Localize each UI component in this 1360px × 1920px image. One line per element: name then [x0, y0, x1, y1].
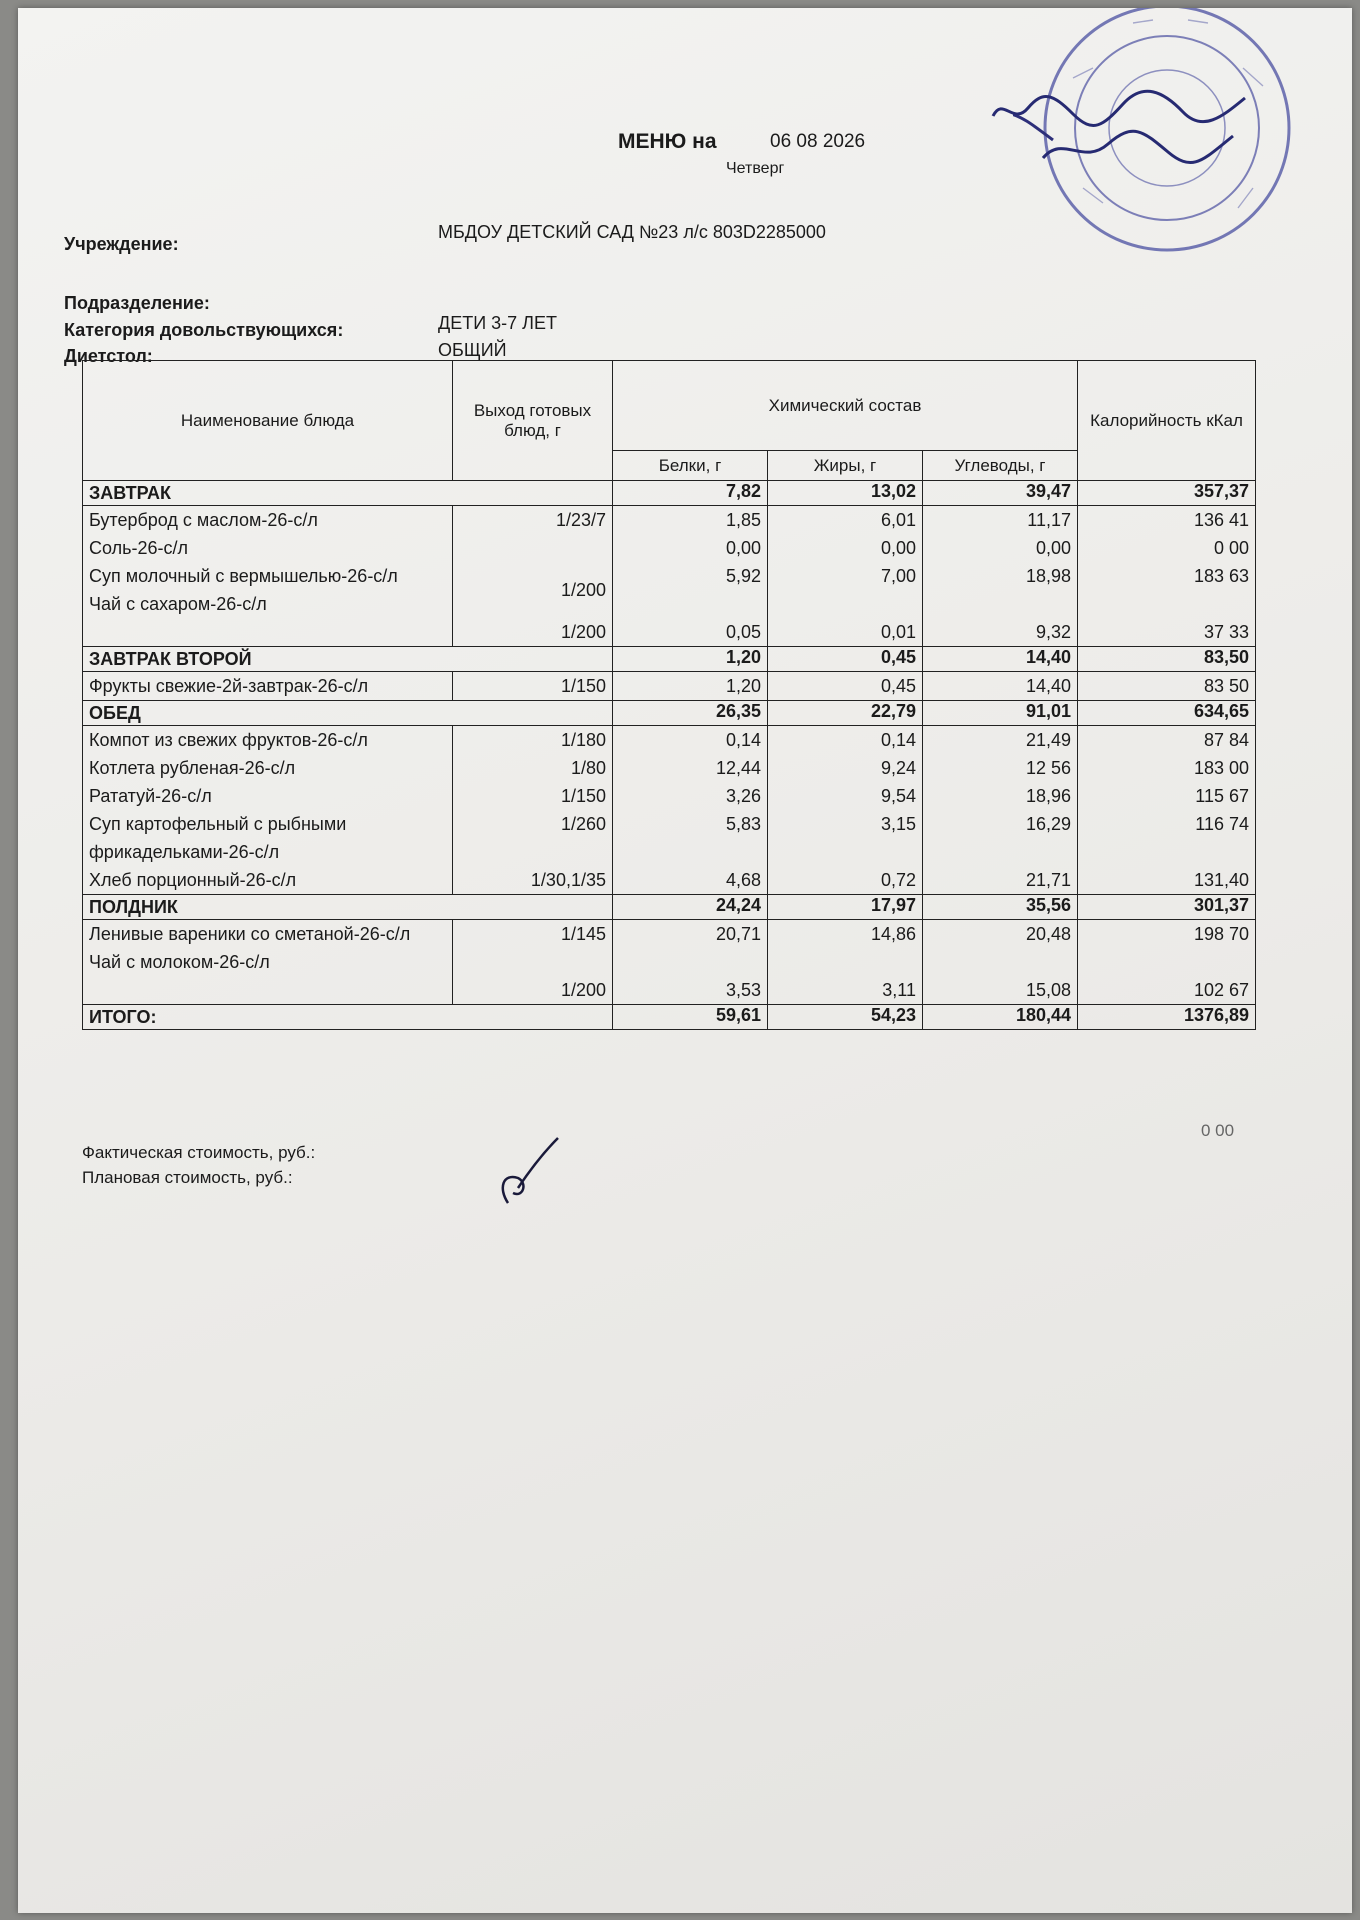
items-block-breakfast — [83, 506, 1256, 647]
dish-kcal: 87 84 — [1203, 730, 1250, 750]
dish-yield: 1/150 — [453, 672, 613, 701]
dish-name: Рататуй-26-с/л — [89, 786, 212, 806]
total-carbs: 180,44 — [923, 1005, 1078, 1030]
section-carbs: 14,40 — [923, 647, 1078, 672]
dish-protein: 3,26 — [725, 786, 761, 806]
dish-name: Ленивые вареники со сметаной-26-с/л — [89, 924, 411, 944]
col-chem-header: Химический состав — [613, 361, 1078, 451]
dish-protein: 0,00 — [725, 538, 761, 558]
section-carbs: 91,01 — [923, 701, 1078, 726]
dish-fat: 0,01 — [880, 622, 916, 642]
dish-fat: 9,54 — [880, 786, 916, 806]
dish-name: Соль-26-с/л — [89, 538, 189, 558]
items-block-afternoon-snack — [83, 920, 1256, 1005]
menu-title: МЕНЮ на — [618, 130, 717, 153]
dish-name: Суп картофельный с рыбными фрикадельками-26-с/л — [89, 814, 347, 862]
dish-protein: 3,53 — [725, 980, 761, 1000]
dish-protein: 5,83 — [725, 814, 761, 834]
dish-fat: 9,24 — [880, 758, 916, 778]
dish-carbs: 21,49 — [1025, 730, 1072, 750]
dish-carbs: 18,96 — [1025, 786, 1072, 806]
dish-fat: 0,45 — [768, 672, 923, 701]
dish-kcal: 136 41 — [1193, 510, 1250, 530]
section-protein: 26,35 — [613, 701, 768, 726]
dish-carbs: 21,71 — [1025, 870, 1072, 890]
dish-name: Суп молочный с вермышелью-26-с/л — [89, 566, 398, 586]
section-carbs: 39,47 — [923, 481, 1078, 506]
menu-date: 06 08 2026 — [770, 131, 866, 152]
dish-carbs: 12 56 — [1025, 758, 1072, 778]
section-kcal: 634,65 — [1078, 701, 1256, 726]
dish-carbs: 18,98 — [1025, 566, 1072, 586]
dish-yield: 1/200 — [560, 622, 606, 642]
institution-label: Учреждение: — [64, 234, 179, 254]
menu-table — [82, 360, 1256, 1030]
section-name: ЗАВТРАК ВТОРОЙ — [83, 647, 613, 672]
dish-carbs: 15,08 — [1025, 980, 1072, 1000]
dish-yield: 1/150 — [560, 786, 606, 806]
dish-protein: 20,71 — [715, 924, 761, 944]
dish-kcal: 198 70 — [1193, 924, 1250, 944]
dish-protein: 1,20 — [613, 672, 768, 701]
dish-yield: 1/30,1/35 — [530, 870, 606, 890]
dish-name: Бутерброд с маслом-26-с/л — [89, 510, 318, 530]
col-kcal-header: Калорийность кКал — [1078, 361, 1256, 481]
subdivision-label: Подразделение: — [64, 293, 210, 313]
section-protein: 7,82 — [613, 481, 768, 506]
section-carbs: 35,56 — [923, 895, 1078, 920]
category-value: ДЕТИ 3-7 ЛЕТ — [438, 313, 557, 333]
dish-kcal: 83 50 — [1078, 672, 1256, 701]
dish-carbs: 11,17 — [1027, 510, 1072, 530]
dish-protein: 0,14 — [725, 730, 761, 750]
menu-weekday: Четверг — [726, 160, 785, 177]
institution-value: МБДОУ ДЕТСКИЙ САД №23 л/с 803D2285000 — [438, 222, 826, 242]
dish-kcal: 116 74 — [1195, 814, 1250, 834]
dish-carbs: 16,29 — [1025, 814, 1072, 834]
actual-cost-label: Фактическая стоимость, руб.: — [82, 1143, 316, 1162]
section-kcal: 357,37 — [1078, 481, 1256, 506]
col-dish-header: Наименование блюда — [83, 361, 453, 481]
total-protein: 59,61 — [613, 1005, 768, 1030]
dish-yield: 1/145 — [560, 924, 606, 944]
dish-kcal: 183 63 — [1193, 566, 1250, 586]
items-block-lunch — [83, 726, 1256, 895]
dish-fat: 0,00 — [880, 538, 916, 558]
dish-name: Чай с молоком-26-с/л — [89, 952, 270, 972]
pen-mark-icon — [488, 1133, 568, 1213]
dish-kcal: 115 67 — [1195, 786, 1250, 806]
total-kcal: 1376,89 — [1078, 1005, 1256, 1030]
section-fat: 13,02 — [768, 481, 923, 506]
dish-kcal: 37 33 — [1203, 622, 1250, 642]
section-protein: 1,20 — [613, 647, 768, 672]
section-row-breakfast — [83, 481, 1256, 506]
dish-yield: 1/80 — [570, 758, 606, 778]
category-label: Категория довольствующихся: — [64, 320, 344, 340]
dish-yield: 1/200 — [560, 980, 606, 1000]
dish-fat: 7,00 — [880, 566, 916, 586]
table-row — [83, 672, 1256, 701]
handwritten-signature-icon — [983, 86, 1253, 176]
planned-cost-label: Плановая стоимость, руб.: — [82, 1168, 293, 1187]
dish-carbs: 0,00 — [1035, 538, 1072, 558]
section-name: ОБЕД — [83, 701, 613, 726]
dish-fat: 14,86 — [870, 924, 916, 944]
dish-protein: 5,92 — [725, 566, 761, 586]
dish-fat: 3,11 — [882, 980, 916, 1000]
section-kcal: 301,37 — [1078, 895, 1256, 920]
dish-yield: 1/260 — [560, 814, 606, 834]
dish-fat: 0,14 — [880, 730, 916, 750]
col-protein-header: Белки, г — [613, 451, 768, 481]
dish-name: Фрукты свежие-2й-завтрак-26-с/л — [83, 672, 453, 701]
col-carbs-header: Углеводы, г — [923, 451, 1078, 481]
col-yield-header: Выход готовых блюд, г — [453, 361, 613, 481]
dish-carbs: 20,48 — [1025, 924, 1072, 944]
dish-fat: 3,15 — [880, 814, 916, 834]
dish-yield: 1/200 — [560, 580, 606, 600]
dish-yield: 1/180 — [560, 730, 606, 750]
dish-protein: 4,68 — [725, 870, 761, 890]
section-row-second-breakfast — [83, 647, 1256, 672]
section-fat: 0,45 — [768, 647, 923, 672]
diet-label: Диетстол: — [64, 346, 153, 366]
dish-fat: 0,72 — [880, 870, 916, 890]
dish-name: Компот из свежих фруктов-26-с/л — [89, 730, 368, 750]
section-row-afternoon-snack — [83, 895, 1256, 920]
section-row-lunch — [83, 701, 1256, 726]
actual-cost-value: 0 00 — [1201, 1121, 1235, 1140]
total-row — [83, 1005, 1256, 1030]
col-fat-header: Жиры, г — [768, 451, 923, 481]
diet-value: ОБЩИЙ — [438, 340, 507, 360]
section-fat: 22,79 — [768, 701, 923, 726]
dish-yield — [459, 534, 606, 562]
dish-name: Чай с сахаром-26-с/л — [89, 594, 267, 614]
dish-kcal: 0 00 — [1213, 538, 1250, 558]
dish-yield: 1/23/7 — [555, 510, 606, 530]
section-name: ЗАВТРАК — [83, 481, 613, 506]
dish-fat: 6,01 — [880, 510, 916, 530]
dish-protein: 12,44 — [715, 758, 761, 778]
dish-name: Котлета рубленая-26-с/л — [89, 758, 296, 778]
section-protein: 24,24 — [613, 895, 768, 920]
dish-kcal: 131,40 — [1193, 870, 1250, 890]
menu-sheet — [18, 8, 1352, 1913]
section-name: ПОЛДНИК — [83, 895, 613, 920]
dish-protein: 0,05 — [725, 622, 761, 642]
dish-protein: 1,85 — [725, 510, 761, 530]
total-fat: 54,23 — [768, 1005, 923, 1030]
section-fat: 17,97 — [768, 895, 923, 920]
dish-carbs: 14,40 — [923, 672, 1078, 701]
dish-kcal: 183 00 — [1193, 758, 1250, 778]
total-label: ИТОГО: — [83, 1005, 613, 1030]
dish-kcal: 102 67 — [1193, 980, 1250, 1000]
dish-name: Хлеб порционный-26-с/л — [89, 870, 297, 890]
dish-carbs: 9,32 — [1035, 622, 1072, 642]
section-kcal: 83,50 — [1078, 647, 1256, 672]
